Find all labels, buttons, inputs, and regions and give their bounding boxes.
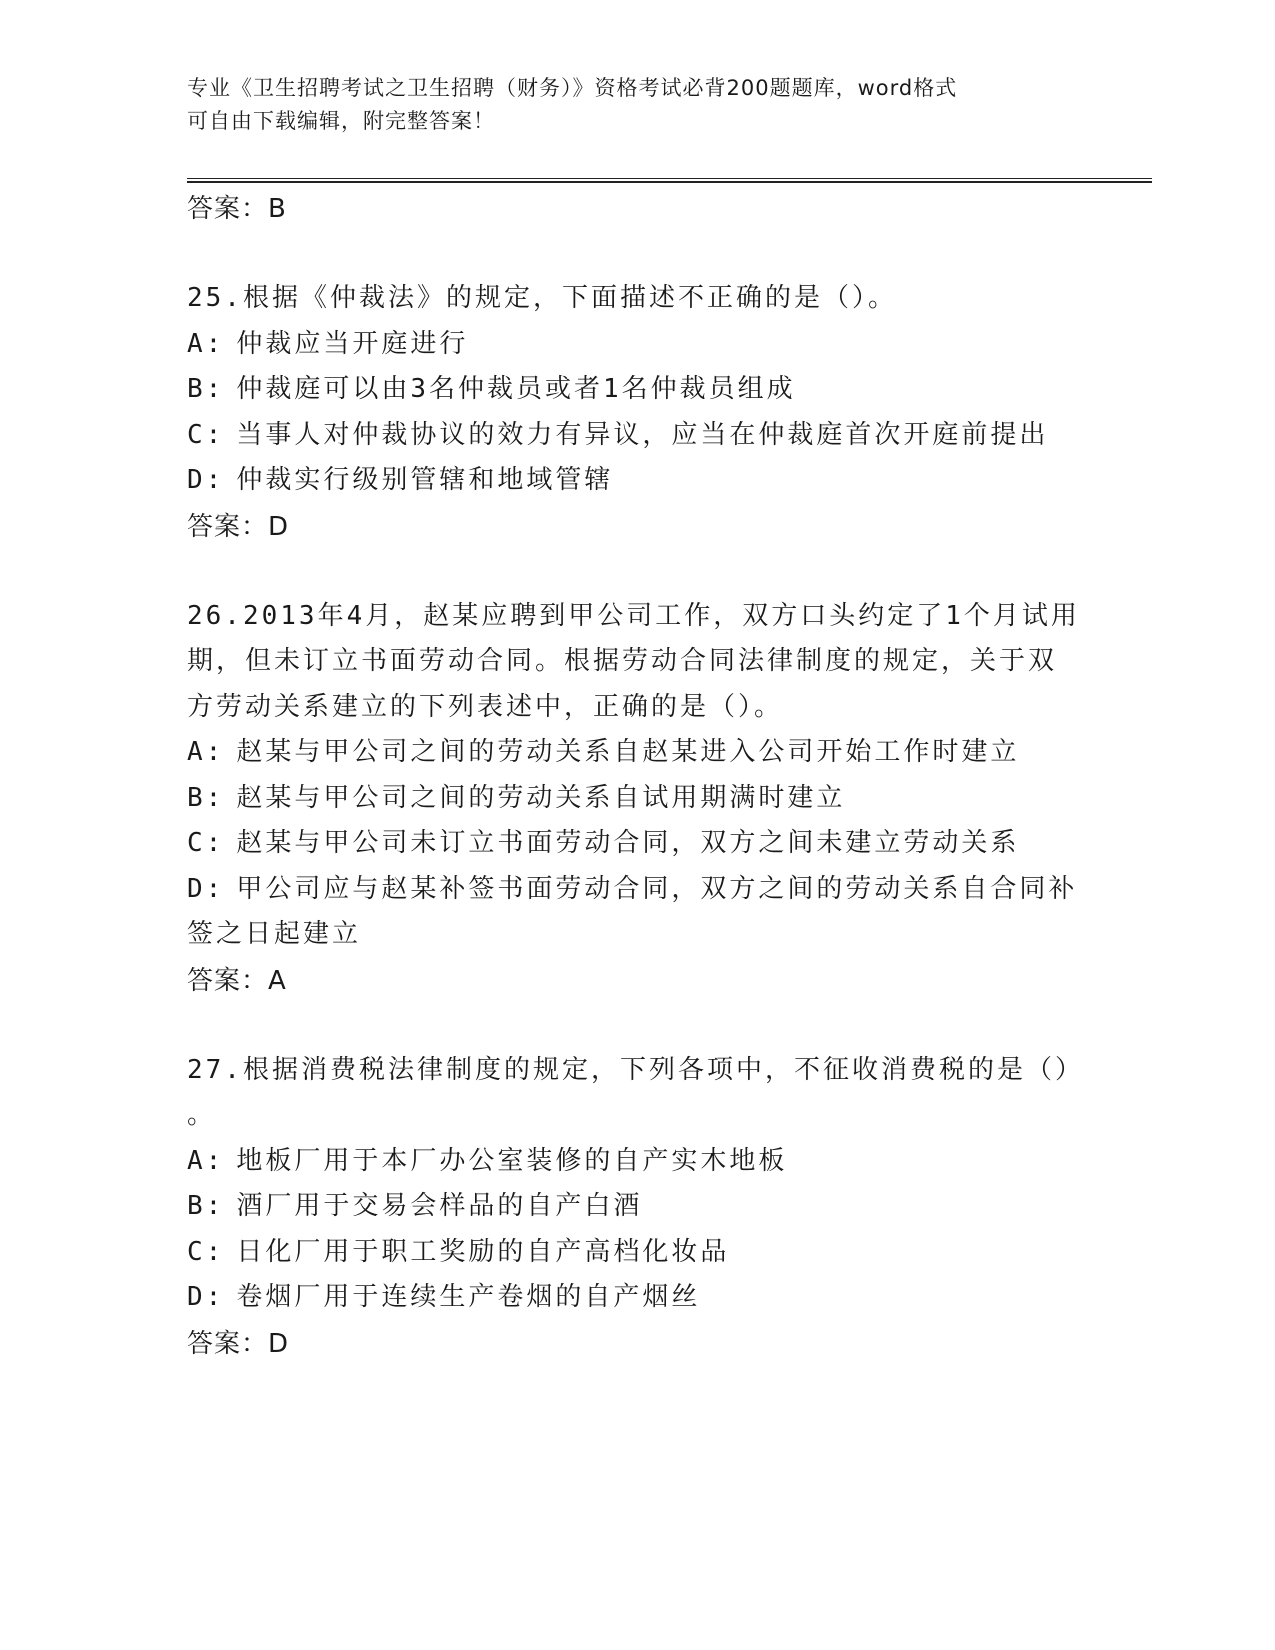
question-text: 25.根据《仲裁法》的规定，下面描述不正确的是（）。 bbox=[187, 283, 897, 313]
option-b bbox=[187, 1184, 1087, 1230]
option-b bbox=[187, 367, 1087, 413]
question-25 bbox=[187, 276, 1087, 550]
option-key: A: bbox=[187, 737, 225, 767]
option-text: 赵某与甲公司之间的劳动关系自试用期满时建立 bbox=[236, 782, 846, 813]
option-c bbox=[187, 1230, 1087, 1276]
option-d-continuation: 签之日起建立 bbox=[187, 919, 362, 949]
option-text: 甲公司应与赵某补签书面劳动合同，双方之间的劳动关系自合同补 bbox=[236, 873, 1078, 904]
answer-line: 答案：A bbox=[187, 965, 287, 996]
question-text: 。 bbox=[187, 1100, 217, 1130]
option-key: C: bbox=[187, 828, 225, 858]
option-key: B: bbox=[187, 782, 225, 813]
option-key: D: bbox=[187, 1282, 225, 1312]
option-key: A: bbox=[187, 328, 225, 359]
option-key: D: bbox=[187, 465, 225, 495]
option-text: 当事人对仲裁协议的效力有异议，应当在仲裁庭首次开庭前提出 bbox=[236, 419, 1049, 450]
answer-line: 答案：B bbox=[187, 194, 287, 224]
option-a bbox=[187, 730, 1087, 776]
option-text: 仲裁应当开庭进行 bbox=[236, 328, 469, 359]
question-text: 26.2013年4月，赵某应聘到甲公司工作，双方口头约定了1个月试用 bbox=[187, 600, 1080, 631]
header-line-1: 专业《卫生招聘考试之卫生招聘（财务）》资格考试必背200题题库，word格式 bbox=[187, 76, 958, 100]
question-text: 27.根据消费税法律制度的规定，下列各项中，不征收消费税的是（） bbox=[187, 1054, 1084, 1085]
option-c bbox=[187, 821, 1087, 867]
option-key: D: bbox=[187, 873, 225, 904]
option-text: 酒厂用于交易会样品的自产白酒 bbox=[236, 1191, 643, 1221]
question-26 bbox=[187, 594, 1087, 1004]
answer-line: 答案：D bbox=[187, 511, 290, 542]
document-body bbox=[187, 186, 1087, 1367]
option-text: 仲裁实行级别管辖和地域管辖 bbox=[236, 465, 614, 495]
question-27 bbox=[187, 1048, 1087, 1367]
question-text: 期，但未订立书面劳动合同。根据劳动合同法律制度的规定，关于双 bbox=[187, 646, 1058, 676]
option-b bbox=[187, 776, 1087, 822]
header-line-2: 可自由下载编辑，附完整答案！ bbox=[187, 109, 495, 133]
option-d bbox=[187, 1275, 1087, 1321]
option-text: 卷烟厂用于连续生产卷烟的自产烟丝 bbox=[236, 1282, 701, 1312]
option-text: 赵某与甲公司未订立书面劳动合同，双方之间未建立劳动关系 bbox=[236, 828, 1020, 858]
document-header bbox=[187, 72, 1087, 138]
option-d bbox=[187, 867, 1087, 913]
option-d bbox=[187, 458, 1087, 504]
header-divider bbox=[187, 178, 1152, 183]
option-text: 日化厂用于职工奖励的自产高档化妆品 bbox=[236, 1236, 730, 1267]
option-key: A: bbox=[187, 1145, 225, 1176]
option-key: B: bbox=[187, 1191, 225, 1221]
option-a bbox=[187, 322, 1087, 368]
question-text: 方劳动关系建立的下列表述中，正确的是（）。 bbox=[187, 691, 784, 722]
option-key: B: bbox=[187, 374, 225, 404]
option-text: 地板厂用于本厂办公室装修的自产实木地板 bbox=[236, 1145, 788, 1176]
option-a bbox=[187, 1139, 1087, 1185]
option-text: 仲裁庭可以由3名仲裁员或者1名仲裁员组成 bbox=[236, 374, 796, 404]
option-key: C: bbox=[187, 419, 225, 450]
answer-line: 答案：D bbox=[187, 1328, 290, 1359]
option-text: 赵某与甲公司之间的劳动关系自赵某进入公司开始工作时建立 bbox=[236, 737, 1020, 767]
option-key: C: bbox=[187, 1236, 225, 1267]
option-c bbox=[187, 413, 1087, 459]
